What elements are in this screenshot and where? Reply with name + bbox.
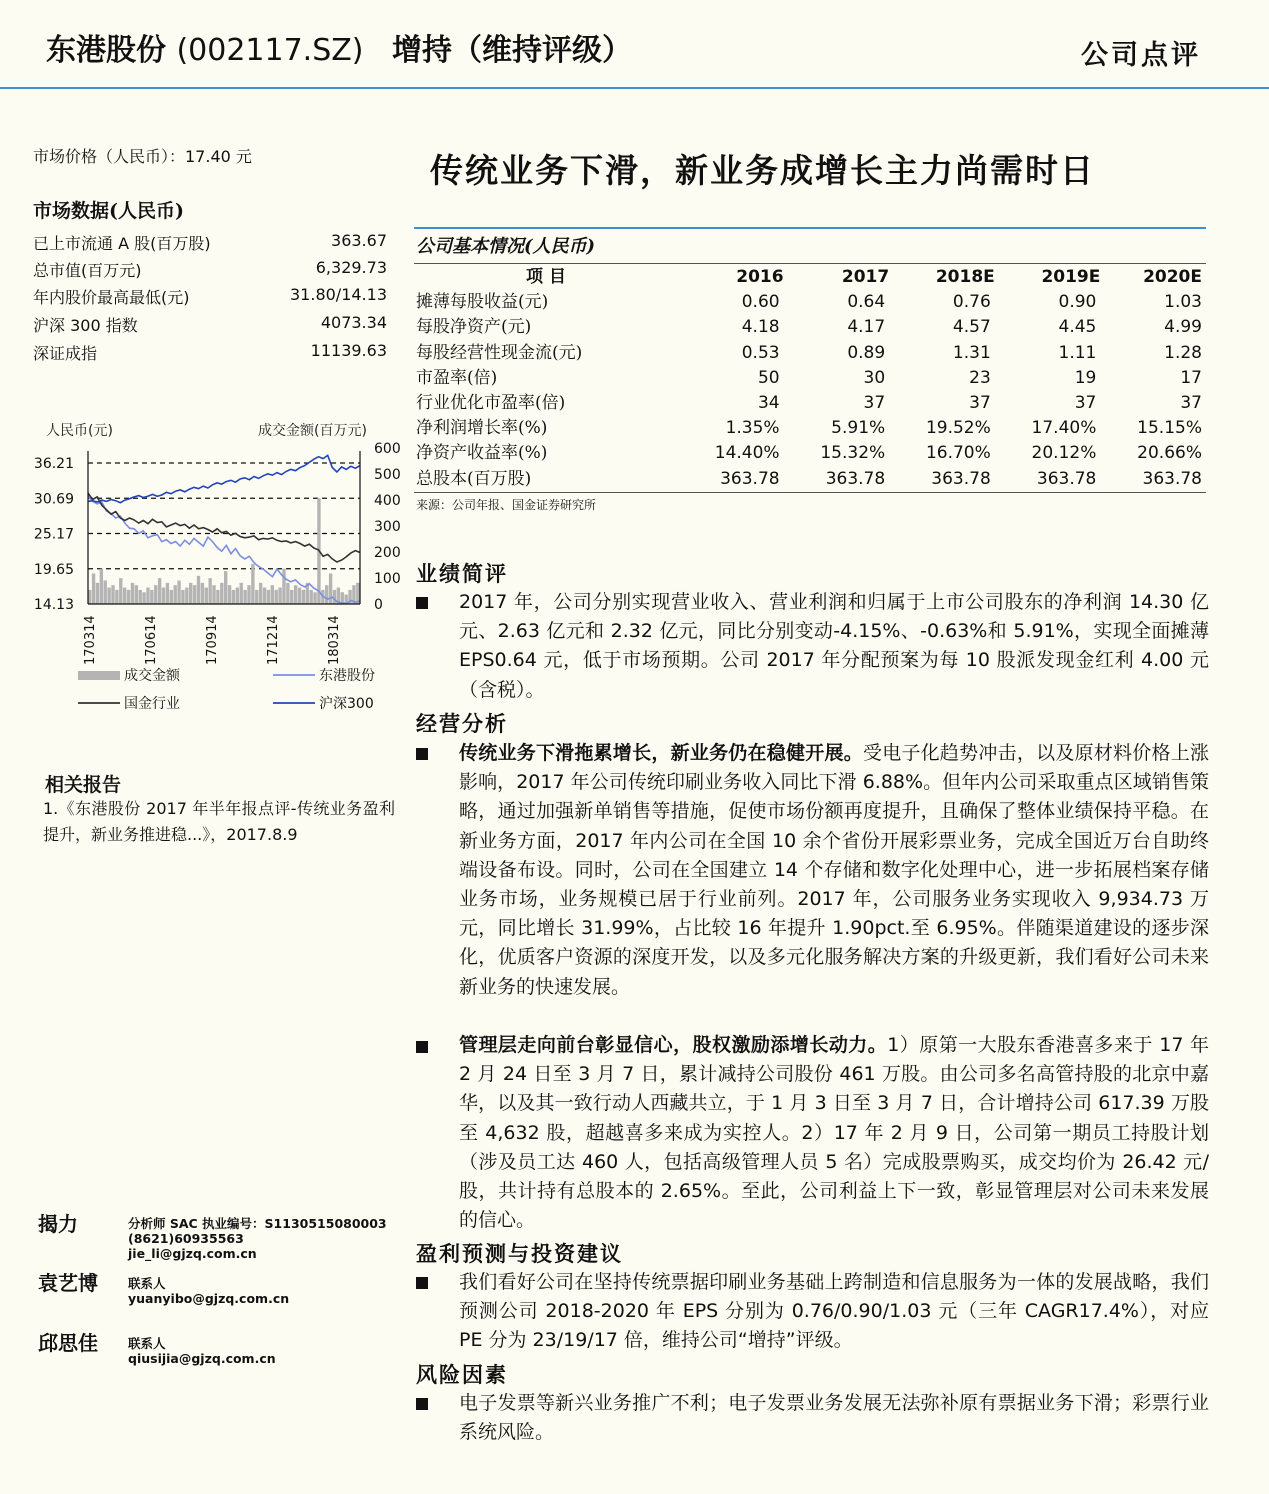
table-bottom-rule [414, 492, 1206, 493]
market-price: 市场价格（人民币）：17.40 元 [33, 147, 252, 166]
volume-bar [325, 585, 328, 604]
table-row [414, 366, 1206, 391]
operations-lead-1: 传统业务下滑拖累增长，新业务仍在稳健开展。 [459, 742, 863, 764]
volume-bar [220, 583, 223, 604]
volume-bar [333, 590, 336, 604]
volume-bar [166, 583, 169, 604]
table-cell: 0.76 [952, 292, 991, 313]
table-cell: 0.60 [741, 292, 780, 313]
volume-bar [243, 590, 246, 604]
table-cell: 37 [1074, 393, 1097, 414]
volume-bar [208, 578, 211, 604]
price-volume-chart [30, 415, 410, 720]
y-right-tick-label: 400 [374, 493, 401, 509]
volume-bar [115, 590, 118, 604]
volume-bar [119, 578, 122, 604]
table-cell: 37 [1180, 393, 1202, 414]
volume-bar [259, 583, 262, 604]
table-cell: 4.57 [952, 317, 991, 338]
legend-swatch [78, 671, 120, 680]
volume-bar [313, 592, 316, 604]
analyst-info [128, 1216, 387, 1261]
table-row [414, 467, 1206, 492]
row-label: 净资产收益率(%) [416, 443, 548, 464]
table-cell: 1.03 [1164, 292, 1202, 313]
table-cell: 0.64 [847, 292, 886, 313]
volume-bar [232, 590, 235, 604]
row-label: 行业优化市盈率(倍) [416, 393, 566, 414]
right-axis-title: 成交金额(百万元) [258, 423, 367, 439]
volume-bar [127, 590, 130, 604]
col-header: 2020E [1143, 267, 1202, 288]
x-tick-label: 171214 [266, 615, 281, 665]
volume-bar [216, 590, 219, 604]
md-value: 363.67 [331, 231, 387, 250]
legend-label: 成交金额 [124, 668, 180, 684]
volume-bar [255, 590, 258, 604]
table-cell: 0.90 [1058, 292, 1097, 313]
company-name: 东港股份 [46, 33, 166, 68]
col-header: 2017 [841, 267, 890, 288]
volume-bar [302, 590, 305, 604]
fin-table-title: 公司基本情况(人民币) [416, 236, 596, 257]
stock-code: (002117.SZ) [176, 33, 364, 68]
bullet-icon [416, 597, 428, 609]
y-right-tick-label: 200 [374, 545, 401, 561]
y-right-tick-label: 100 [374, 571, 401, 587]
operations-body-2: 1）原第一大股东香港喜多来于 17 年 2 月 24 日至 3 月 7 日，累计减持公司股份 461 万股。由公司多名高管持股的北京中嘉华，以及其一致行动人西藏共立，于 1 月 3 日至 3 月 7 日，合计增持公司 617.39 万股至 4,632 股，超越喜多来成为实控人。2）17 年 2 月 9 日，公司第一期员工持股计划（涉及员工达 460 人，包括高级管理人员 5 名）完成股票购买，成交均价为 26.42 元/股，共计持有总股本的 2.65%。至此，公司利益上下一致，彰显管理层对公司未来发展的信心。 [459, 1034, 1209, 1232]
table-row [414, 416, 1206, 441]
market-data-row [33, 313, 387, 336]
table-row [414, 315, 1206, 340]
analyst-email[interactable]: jie_li@gjzq.com.cn [128, 1246, 257, 1261]
y-left-tick-label: 14.13 [33, 597, 74, 613]
volume-bar [177, 581, 180, 605]
volume-bar [212, 585, 215, 604]
volume-bar [282, 569, 285, 604]
table-cell: 15.32% [820, 443, 886, 464]
volume-bar [96, 583, 99, 604]
table-row [414, 290, 1206, 315]
volume-bar [189, 583, 192, 604]
bullet-icon [416, 748, 428, 760]
md-value: 11139.63 [310, 341, 387, 360]
md-label: 深证成指 [33, 344, 98, 363]
market-data-row [33, 285, 387, 308]
volume-bar [205, 588, 208, 604]
table-cell: 363.78 [825, 468, 886, 489]
plot-area [34, 441, 401, 665]
table-header-row [414, 265, 1206, 290]
col-header: 2018E [935, 267, 995, 288]
table-cell: 17 [1180, 367, 1202, 388]
md-value: 6,329.73 [315, 258, 387, 277]
volume-bar [197, 576, 200, 604]
x-tick-label: 170914 [205, 615, 220, 665]
volume-bar [263, 588, 266, 604]
x-tick-label: 170614 [144, 615, 159, 665]
row-label: 市盈率(倍) [416, 367, 498, 388]
table-cell: 4.17 [847, 317, 886, 338]
row-label: 每股净资产(元) [416, 317, 532, 338]
operations-lead-2: 管理层走向前台彰显信心，股权激励添增长动力。 [459, 1034, 888, 1056]
y-left-tick-label: 19.65 [33, 561, 74, 578]
md-value: 4073.34 [320, 313, 387, 332]
market-data-row [33, 231, 387, 254]
x-tick-label: 170314 [83, 615, 98, 665]
y-right-tick-label: 0 [374, 597, 383, 613]
y-right-tick-label: 500 [374, 467, 401, 483]
col-header: 2016 [736, 267, 784, 288]
volume-bar [162, 588, 165, 604]
y-left-tick-label: 36.21 [33, 456, 74, 472]
volume-bar [123, 588, 126, 604]
analyst-email[interactable]: qiusijia@gjzq.com.cn [128, 1351, 276, 1366]
volume-bar [290, 590, 293, 604]
row-label: 每股经营性现金流(元) [416, 342, 583, 363]
volume-bar [329, 573, 332, 604]
y-left-tick-label: 25.17 [33, 526, 74, 543]
row-label: 摊薄每股收益(元) [416, 292, 549, 313]
analyst-info [128, 1336, 276, 1366]
table-row [414, 391, 1206, 416]
col-header: 项 目 [526, 267, 566, 288]
volume-bar [185, 588, 188, 604]
table-cell: 363.78 [1142, 468, 1202, 489]
section-title-operations: 经营分析 [416, 711, 508, 736]
analyst-name: 邱思佳 [38, 1331, 98, 1355]
volume-bar [240, 583, 243, 604]
volume-bar [100, 569, 103, 604]
table-cell: 34 [757, 393, 780, 414]
volume-bar [107, 588, 110, 604]
market-data-title: 市场数据(人民币) [33, 200, 184, 222]
volume-bar [135, 585, 138, 604]
table-cell: 37 [863, 393, 886, 414]
md-value: 31.80/14.13 [290, 285, 387, 304]
row-label: 净利润增长率(%) [416, 418, 548, 439]
col-header: 2019E [1041, 267, 1101, 288]
volume-bar [236, 588, 239, 604]
table-cell: 23 [969, 367, 991, 388]
related-report-item: 1.《东港股份 2017 年半年报点评-传统业务盈利提升，新业务推进稳...》，2017.8.9 [43, 799, 395, 844]
table-cell: 363.78 [931, 468, 991, 489]
volume-bar [247, 585, 250, 604]
row-label: 总股本(百万股) [416, 468, 532, 489]
volume-bar [150, 590, 153, 604]
volume-bar [201, 583, 204, 604]
table-cell: 20.66% [1137, 443, 1202, 464]
table-cell: 19 [1074, 367, 1097, 388]
analyst-phone: (8621)60935563 [128, 1231, 244, 1246]
section-title-performance: 业绩简评 [416, 561, 508, 586]
table-cell: 1.11 [1058, 342, 1097, 363]
legend-label: 沪深300 [319, 696, 374, 712]
bullet-icon [416, 1398, 428, 1410]
table-cell: 363.78 [720, 468, 780, 489]
table-cell: 50 [757, 367, 780, 388]
operations-paragraph-1 [459, 739, 1209, 1002]
volume-bar [181, 590, 184, 604]
table-cell: 37 [969, 393, 991, 414]
y-right-tick-label: 300 [374, 519, 401, 535]
volume-bar [251, 564, 254, 604]
x-tick-label: 180314 [327, 615, 342, 665]
volume-bar [131, 583, 134, 604]
volume-bar [146, 588, 149, 604]
y-right-tick-label: 600 [374, 441, 401, 457]
analyst-email[interactable]: yuanyibo@gjzq.com.cn [128, 1291, 290, 1306]
section-title-risk: 风险因素 [416, 1362, 508, 1387]
table-cell: 14.40% [714, 443, 780, 464]
table-cell: 19.52% [925, 418, 991, 439]
volume-bar [170, 590, 173, 604]
header-divider [0, 87, 1269, 89]
table-cell: 17.40% [1031, 418, 1097, 439]
volume-bar [298, 588, 301, 604]
main-title: 传统业务下滑，新业务成增长主力尚需时日 [430, 151, 1095, 190]
table-row [414, 441, 1206, 466]
bullet-icon [416, 1277, 428, 1289]
risk-paragraph: 电子发票等新兴业务推广不利；电子发票业务发展无法弥补原有票据业务下滑；彩票行业系统风险。 [459, 1392, 1209, 1444]
table-cell: 0.53 [741, 342, 780, 363]
market-data-row [33, 258, 387, 281]
table-top-rule [414, 227, 1206, 229]
volume-bar [139, 590, 142, 604]
table-cell: 363.78 [1036, 468, 1097, 489]
volume-bar [271, 585, 274, 604]
section-title-forecast: 盈利预测与投资建议 [416, 1241, 623, 1266]
volume-bar [142, 592, 145, 604]
volume-bar [173, 585, 176, 604]
table-cell: 30 [863, 367, 886, 388]
report-header-title [46, 25, 632, 69]
volume-bar [294, 585, 297, 604]
volume-bar [92, 573, 95, 604]
forecast-paragraph: 我们看好公司在坚持传统票据印刷业务基础上跨制造和信息服务为一体的发展战略，我们预测公司 2018-2020 年 EPS 分别为 0.76/0.90/1.03 元（三年 CAGR17.4%），对应 PE 分为 23/19/17 倍，维持公司“增持”评级。 [459, 1271, 1209, 1352]
operations-paragraph-2 [459, 1031, 1209, 1235]
table-cell: 20.12% [1031, 443, 1097, 464]
volume-bar [111, 585, 114, 604]
analyst-role: 联系人 [128, 1276, 166, 1291]
table-header-rule [414, 263, 1206, 264]
table-cell: 1.35% [725, 418, 780, 439]
table-cell: 1.31 [952, 342, 991, 363]
table-cell: 4.99 [1164, 317, 1202, 338]
y-left-tick-label: 30.69 [33, 491, 74, 508]
volume-bar [267, 590, 270, 604]
table-source: 来源：公司年报、国金证券研究所 [416, 498, 597, 512]
financial-summary-table [414, 265, 1206, 492]
analyst-role: 分析师 SAC 执业编号：S1130515080003 [128, 1216, 387, 1231]
table-cell: 4.45 [1058, 317, 1097, 338]
volume-bar [309, 590, 312, 604]
rating: 增持（维持评级） [391, 33, 632, 68]
related-reports-title: 相关报告 [45, 774, 122, 796]
analyst-role: 联系人 [128, 1336, 166, 1351]
bullet-icon [416, 1041, 428, 1053]
operations-body-1: 受电子化趋势冲击，以及原材料价格上涨影响，2017 年公司传统印刷业务收入同比下滑 6.88%。但年内公司采取重点区域销售策略，通过加强新单销售等措施，促使市场份额再度提升，且确保了整体业绩保持平稳。在新业务方面，2017 年内公司在全国 10 余个省份开展彩票业务，完成全国近万台自助终端设备布设。同时，公司在全国建立 14 个存储和数字化处理中心，进一步拓展档案存储业务市场，业务规模已居于行业前列。2017 年，公司服务业务实现收入 9,934.73 万元，同比增长 31.99%，占比较 16 年提升 1.90pct.至 6.95%。伴随渠道建设的逐步深化，优质客户资源的深度开发，以及多元化服务解决方案的升级更新，我们看好公司未来新业务的快速发展。 [459, 742, 1209, 998]
market-data-row [33, 341, 387, 364]
left-axis-title: 人民币(元) [46, 423, 113, 439]
volume-bar [104, 581, 107, 605]
volume-bar [193, 585, 196, 604]
table-cell: 15.15% [1137, 418, 1202, 439]
volume-bar [158, 578, 161, 604]
legend-label: 东港股份 [319, 668, 375, 684]
table-cell: 4.18 [741, 317, 780, 338]
table-cell: 5.91% [831, 418, 886, 439]
volume-bar [286, 583, 289, 604]
table-row [414, 341, 1206, 366]
analyst-name: 揭力 [38, 1212, 78, 1236]
md-label: 年内股价最高最低(元) [33, 288, 190, 307]
report-type: 公司点评 [1081, 40, 1201, 71]
legend-label: 国金行业 [124, 696, 180, 712]
volume-bar [224, 571, 227, 604]
analyst-name: 袁艺博 [38, 1271, 98, 1295]
md-label: 沪深 300 指数 [33, 316, 138, 335]
analyst-info [128, 1276, 289, 1306]
md-label: 已上市流通 A 股(百万股) [33, 234, 211, 253]
volume-bar [275, 590, 278, 604]
table-cell: 0.89 [847, 342, 886, 363]
chart-legend [78, 667, 375, 712]
table-cell: 1.28 [1164, 342, 1202, 363]
volume-bar [154, 585, 157, 604]
table-cell: 16.70% [925, 443, 991, 464]
volume-bar [228, 585, 231, 604]
performance-paragraph: 2017 年，公司分别实现营业收入、营业利润和归属于上市公司股东的净利润 14.30 亿元、2.63 亿元和 2.32 亿元，同比分别变动-4.15%、-0.63%和 5.91%，实现全面摊薄 EPS0.64 元，低于市场预期。公司 2017 年分配预案为每 10 股派发现金红利 4.00 元（含税）。 [459, 591, 1209, 701]
volume-bar [278, 588, 281, 604]
md-label: 总市值(百万元) [33, 261, 142, 280]
